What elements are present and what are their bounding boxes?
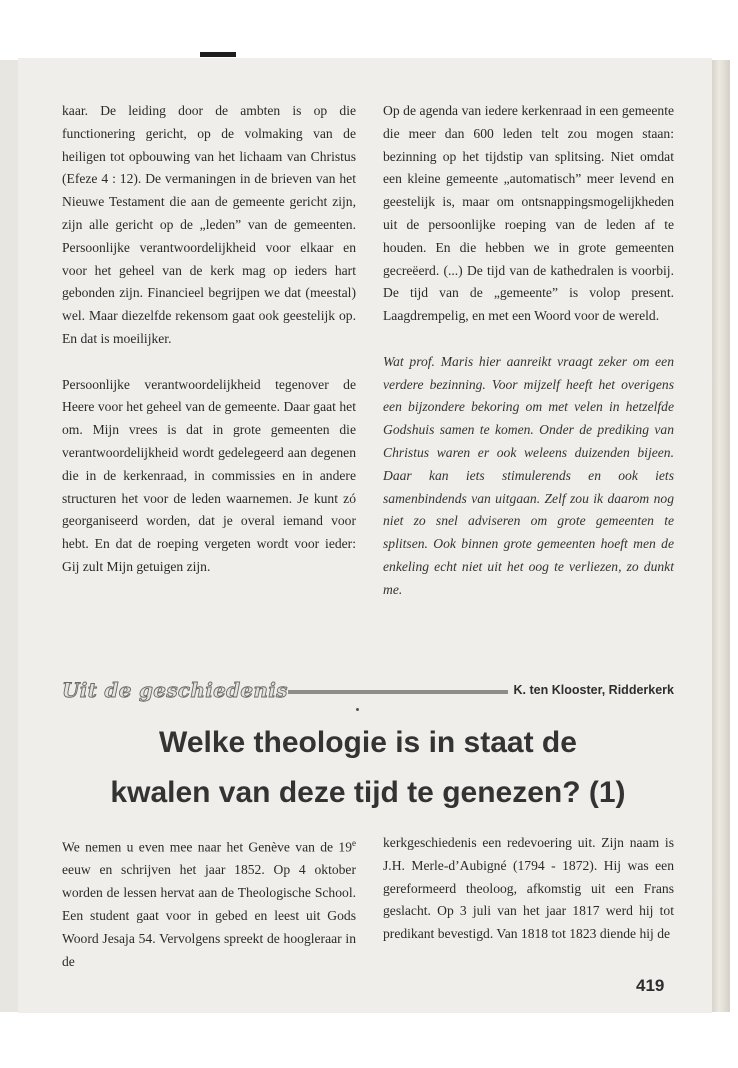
editor-comment: Wat prof. Maris hier aanreikt vraagt zeker om een verdere bezinning. Voor mijzelf heeft het overigens een bijzondere bekoring om met velen in hetzelfde Godshuis samen te komen. Onder de prediking van Christus waren er ook weleens duizenden bijeen. Daar kan iets stimulerends en ook iets samenbindends van uitgaan. Zelf zou ik daarom nog niet zo snel adviseren om grote gemeenten te splitsen. Ook binnen grote gemeenten hoeft men de enkeling echt niet uit het oog te verliezen, zo dunkt me.	[383, 353, 674, 597]
section-rule	[288, 690, 508, 694]
section-header	[62, 678, 674, 704]
paragraph: Persoonlijke verantwoordelijkheid tegenover de Heere voor het geheel van de gemeente. Daar gaat het om. Mijn vrees is dat in grote gemeenten die verantwoordelijkheid wordt gedelegeerd aan degenen die in de kerkenraad, in commissies en in andere structuren het voor de leden waarnemen. Je kunt zó georganiseerd worden, dat je overal iemand voor hebt. En dat de roeping vergeten wordt voor ieder: Gij zult Mijn getuigen zijn.	[62, 376, 356, 574]
right-page-edge	[712, 60, 730, 1012]
text-run: eeuw en schrijven het jaar 1852. Op 4 oktober worden de lessen hervat aan de Theologische School. Een student gaat voor in gebed en leest uit Gods Woord Jesaja 54. Vervolgens spreekt de hoogleraar in de	[62, 862, 356, 969]
superscript: e	[352, 838, 356, 848]
print-speck	[356, 708, 359, 711]
author-byline: K. ten Klooster, Ridderkerk	[513, 683, 674, 697]
column-top-right	[383, 100, 674, 602]
left-page-edge	[0, 60, 19, 1012]
paragraph: kerkgeschiedenis een redevoering uit. Zijn naam is J.H. Merle-d’Aubigné (1794 - 1872). Hij was een gereformeerd theoloog, afkomstig uit een Frans geslacht. Op 3 juli van het jaar 1817 werd hij tot predikant bevestigd. Van 1818 tot 1823 diende hij de	[383, 835, 674, 942]
page-number: 419	[636, 976, 665, 995]
article-headline	[62, 718, 674, 818]
section-label: Uit de geschiedenis	[62, 678, 288, 702]
paragraph	[62, 832, 356, 973]
column-top-left	[62, 100, 356, 579]
column-bottom-left	[62, 832, 356, 973]
headline-line-1: Welke theologie is in staat de	[159, 726, 577, 759]
text-run: We nemen u even mee naar het Genève van de 19	[62, 839, 352, 855]
column-bottom-right	[383, 832, 674, 946]
headline-line-2: kwalen van deze tijd te genezen? (1)	[110, 776, 626, 809]
paragraph: kaar. De leiding door de ambten is op die functionering gericht, op de volmaking van de heiligen tot opbouwing van het lichaam van Christus (Efeze 4 : 12). De vermaningen in de brieven van het Nieuwe Testament die aan de gemeente gericht zijn, zijn alle gericht op de „leden” van de gemeenten. Persoonlijke verantwoordelijkheid voor elkaar en voor het geheel van de kerk mag op ieders hart gebonden zijn. Financieel begrijpen we dat (meestal) wel. Maar diezelfde rekensom gaat ook geestelijk op. En dat is moeilijker.	[62, 103, 356, 346]
paragraph: Op de agenda van iedere kerkenraad in een gemeente die meer dan 600 leden telt zou mogen staan: bezinning op het tijdstip van splitsing. Niet omdat een kleine gemeente „automatisch” meer levend en geestelijk is, maar om ontsnappingsmogelijkheden uit de persoonlijke roeping van de leden af te houden. En die hebben we in grote gemeenten gecreëerd. (...) De tijd van de kathedralen is voorbij. De tijd van de „gemeente” is volop present. Laagdrempelig, en met een Woord voor de wereld.	[383, 103, 674, 324]
scan-artifact	[200, 52, 236, 57]
